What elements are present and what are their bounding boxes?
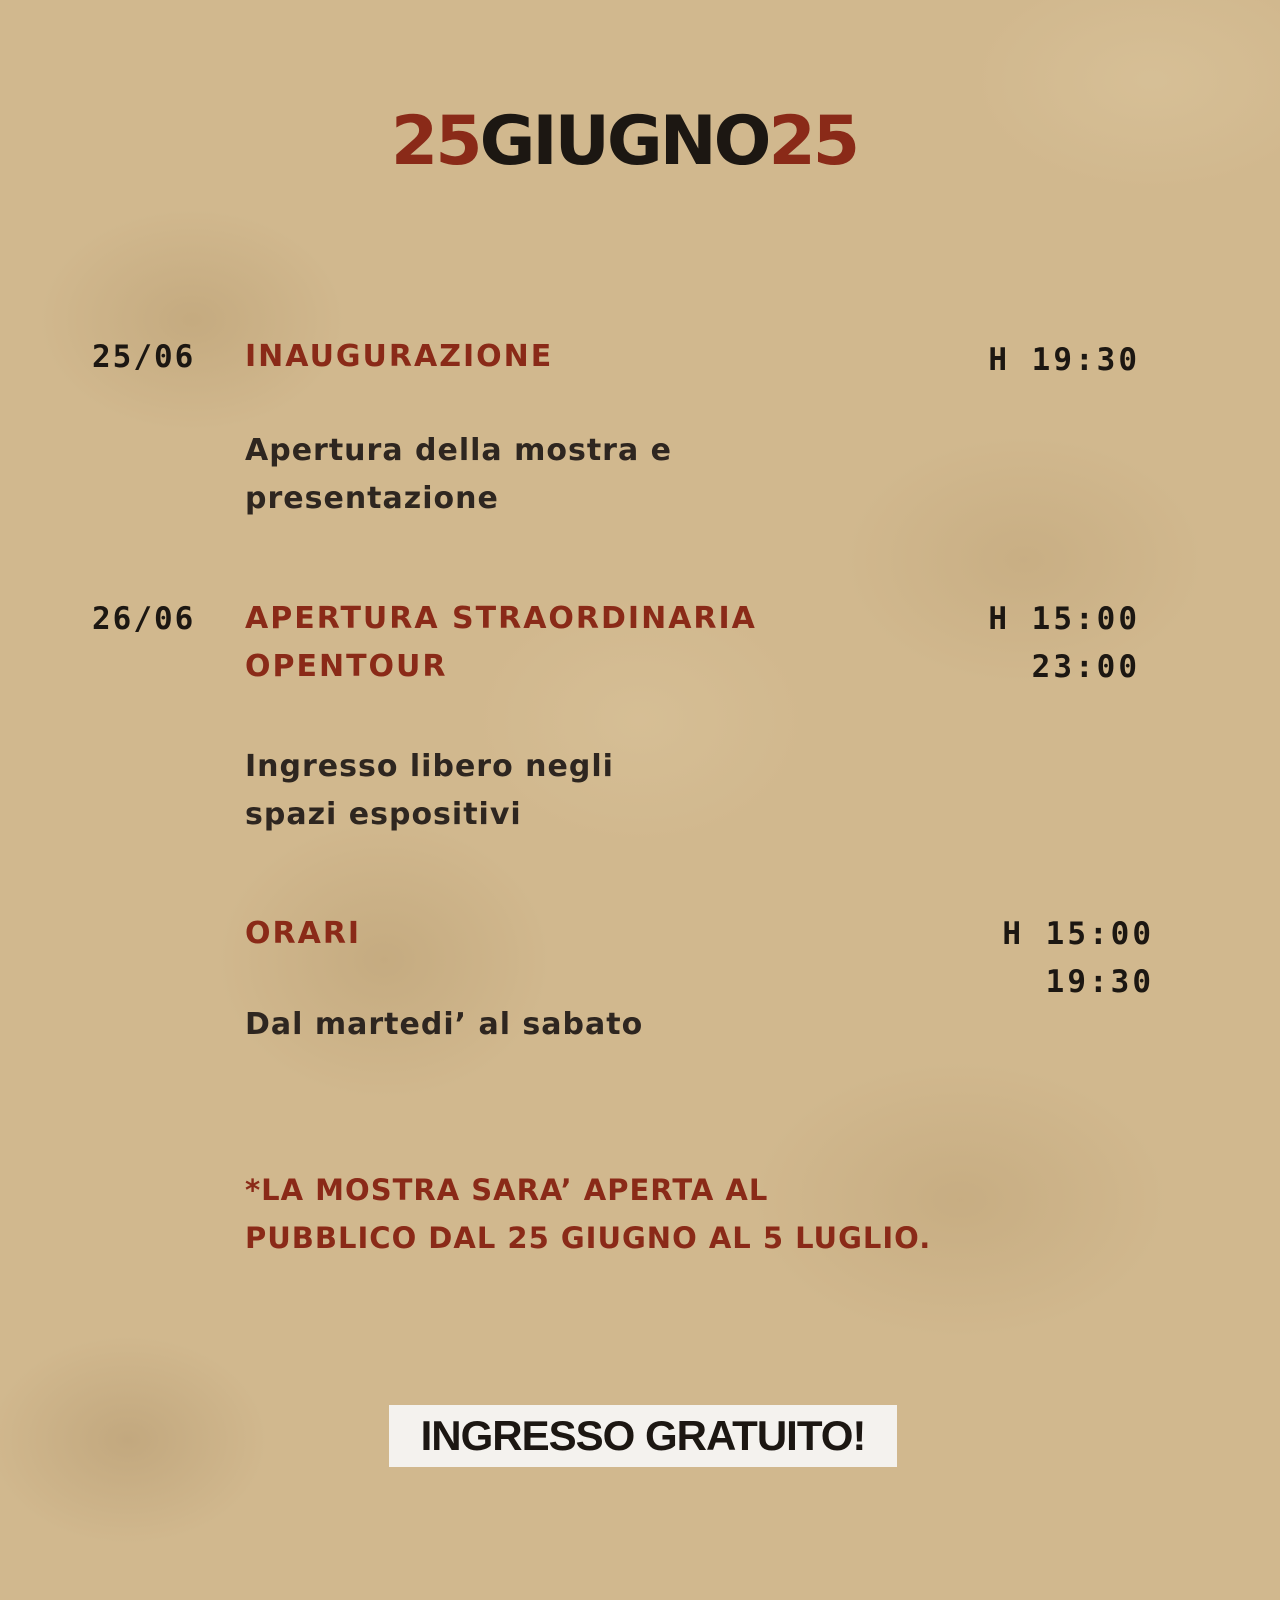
title-month: GIUGNO: [479, 102, 769, 181]
orari-heading-line-1: ORARI: [245, 916, 362, 951]
notice-line-1: *LA MOSTRA SARA’ APERTA AL: [245, 1173, 769, 1207]
title-number-right: 25: [768, 102, 858, 181]
event-description-1-line-2: presentazione: [245, 481, 499, 516]
orari-description: [245, 1001, 643, 1049]
event-time-1: [988, 336, 1140, 384]
event-heading-2-line-2: OPENTOUR: [245, 649, 448, 684]
event-time-2-line-1: H 15:00: [988, 601, 1140, 637]
event-date-2: 26/06: [92, 601, 196, 637]
event-time-2: [988, 595, 1140, 691]
event-heading-1: [245, 333, 553, 381]
notice-line-2: PUBBLICO DAL 25 GIUGNO AL 5 LUGLIO.: [245, 1221, 932, 1255]
event-heading-2: [245, 595, 757, 691]
orari-time: [1002, 910, 1154, 1006]
orari-heading: [245, 910, 361, 958]
event-description-2-line-1: Ingresso libero negli: [245, 749, 614, 784]
event-description-1-line-1: Apertura della mostra e: [245, 433, 672, 468]
orari-time-line-1: H 15:00: [1002, 916, 1154, 952]
event-time-1-line-1: H 19:30: [988, 342, 1140, 378]
event-time-2-line-2: 23:00: [1031, 649, 1140, 685]
event-description-1: [245, 427, 672, 523]
event-heading-1-line-1: INAUGURAZIONE: [245, 339, 554, 374]
event-date-1: 25/06: [92, 339, 196, 375]
exhibition-notice: [245, 1166, 931, 1262]
event-description-2-line-2: spazi espositivi: [245, 797, 522, 832]
free-entry-badge: INGRESSO GRATUITO!: [389, 1405, 897, 1467]
page-title: [0, 102, 1248, 181]
orari-time-line-2: 19:30: [1045, 964, 1154, 1000]
event-description-2: [245, 743, 614, 839]
event-heading-2-line-1: APERTURA STRAORDINARIA: [245, 601, 757, 636]
title-number-left: 25: [390, 102, 480, 181]
orari-description-line-1: Dal martedi’ al sabato: [245, 1007, 644, 1042]
